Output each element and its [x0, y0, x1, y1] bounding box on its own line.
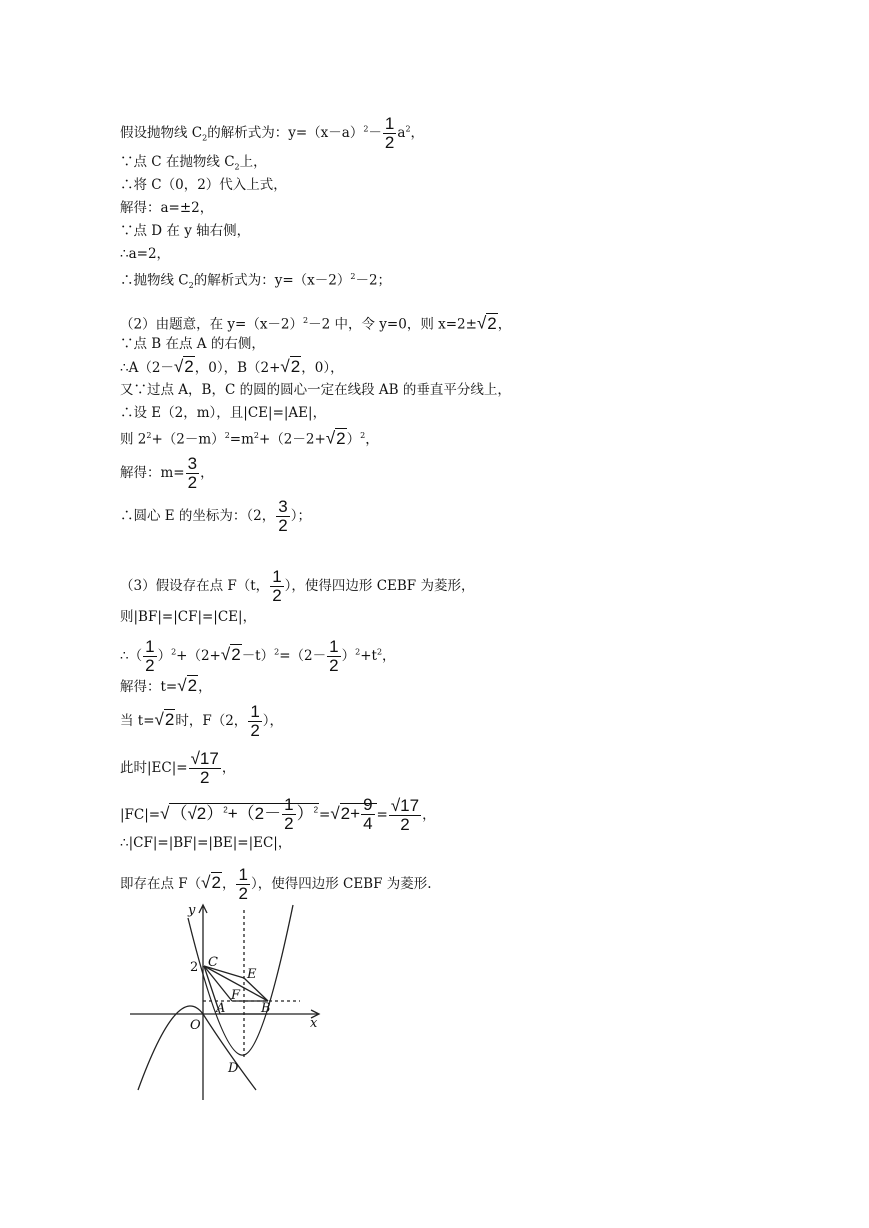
text: ， [198, 679, 212, 695]
text: ∴A（2－ [120, 360, 174, 376]
sqrt: √2 [173, 357, 194, 376]
radicand: 2 [487, 313, 497, 333]
text: +t [360, 648, 377, 664]
text: 解得：t= [120, 679, 178, 695]
denominator: 2 [278, 516, 288, 535]
denominator: 2 [238, 884, 248, 903]
superscript: 2 [224, 431, 230, 440]
line-6 [120, 244, 170, 264]
superscript: 2 [313, 805, 319, 815]
text: 的解析式为：y=（x－2） [193, 272, 351, 289]
superscript: 2 [405, 124, 411, 134]
numerator: 1 [238, 865, 248, 884]
line-16 [120, 568, 474, 605]
radicand: 2 [231, 645, 241, 664]
radicand: 2 [211, 873, 221, 892]
label-x: x [310, 1016, 318, 1031]
fraction [186, 455, 199, 492]
numerator: 3 [187, 454, 198, 473]
text: ， [382, 648, 396, 664]
label-f: F [231, 988, 241, 1003]
text: |FC|= [120, 806, 161, 823]
text: = [319, 806, 331, 823]
text: +（2+ [176, 648, 221, 664]
line-8 [120, 311, 511, 335]
text: － [368, 125, 382, 141]
superscript: 2 [146, 431, 152, 440]
superscript: 2 [274, 647, 280, 657]
denominator: 2 [329, 656, 339, 675]
label-y: y [188, 903, 196, 918]
sqrt: √2 [201, 873, 221, 892]
line-1 [120, 115, 424, 152]
line-24 [120, 866, 432, 903]
text: 即存在点 F（ [120, 876, 202, 892]
text: = [376, 806, 388, 823]
text: ），使得四边形 CEBF 为菱形， [284, 578, 475, 594]
radicand [340, 795, 377, 833]
denominator: 2 [400, 814, 410, 834]
text: ， [200, 465, 214, 481]
denominator: 2 [284, 814, 294, 833]
text: ， [365, 431, 379, 448]
line-10 [120, 357, 344, 378]
superscript: 2 [171, 647, 177, 657]
text: 解得：m= [120, 465, 185, 481]
denominator: 2 [384, 133, 395, 152]
fraction [270, 568, 283, 605]
numerator: 1 [250, 702, 260, 721]
parabola-graph [128, 900, 328, 1105]
text: ， [410, 125, 425, 141]
text: ∵点 B 在点 A 的右侧， [120, 336, 265, 352]
denominator: 2 [187, 473, 198, 492]
denominator: 2 [199, 768, 210, 787]
superscript: 2 [376, 647, 383, 657]
subscript: 2 [234, 162, 240, 172]
label-a: A [216, 1001, 226, 1016]
denominator: 2 [145, 656, 155, 675]
text: =m [229, 431, 254, 448]
radicand: 2 [187, 676, 198, 695]
text: ）； [290, 508, 311, 524]
fraction [189, 750, 221, 787]
text: ∴抛物线 C [120, 272, 189, 289]
denominator: 2 [272, 586, 282, 605]
line-15 [120, 498, 311, 535]
text: ∵点 C 在抛物线 C [120, 154, 235, 170]
label-c: C [208, 955, 218, 970]
text: ） [157, 648, 172, 664]
radicand [169, 795, 319, 833]
text: －t） [241, 648, 275, 664]
numerator: 1 [384, 114, 395, 133]
line-19 [120, 676, 212, 697]
radicand: 2 [184, 357, 194, 376]
text: 假设抛物线 C [120, 125, 203, 141]
text: ） [296, 803, 314, 823]
line-22 [120, 796, 436, 834]
sqrt: √2+ $\frac{9}{4}$ [330, 803, 376, 823]
radicand: 2 [164, 710, 175, 729]
label-e: E [247, 967, 257, 982]
text: ∴圆心 E 的坐标为：（2， [120, 508, 276, 524]
text: 2+ [340, 803, 361, 823]
text: 此时|EC|= [120, 760, 188, 776]
text: ， [221, 876, 236, 892]
sqrt: √2 [154, 710, 175, 729]
text: （2）由题意，在 y=（x－2） [120, 316, 304, 333]
line-7 [120, 267, 391, 296]
numerator: 3 [278, 497, 288, 516]
superscript: 2 [303, 316, 309, 325]
superscript: 2 [363, 124, 369, 134]
fraction [236, 866, 249, 903]
numerator: √17 [190, 749, 219, 768]
text: ， [497, 316, 512, 333]
denominator: 4 [363, 814, 373, 833]
numerator: 1 [329, 637, 339, 656]
line-20 [120, 703, 283, 740]
text: ，0），B（2+ [194, 360, 281, 376]
sqrt: $√(√2)^2+(2-$ $\frac{1}{2}$ ）$^2$ [160, 795, 319, 833]
text: ，0）， [301, 360, 344, 376]
label-o: O [190, 1018, 201, 1033]
subscript: 2 [188, 281, 194, 291]
text: a [397, 125, 406, 141]
fraction [276, 498, 289, 535]
line-4 [120, 198, 213, 218]
line-9 [120, 334, 265, 354]
numerator: 1 [284, 795, 294, 814]
fraction [361, 796, 374, 833]
numerator: 9 [363, 795, 373, 814]
text: ∴|CF|=|BF|=|BE|=|EC|， [120, 835, 292, 851]
label-2: 2 [190, 960, 199, 975]
line-11 [120, 380, 511, 400]
text: （3）假设存在点 F（t， [120, 578, 270, 594]
line-18 [120, 638, 396, 675]
subscript: 2 [202, 133, 208, 143]
superscript: 2 [360, 431, 366, 440]
line-2 [120, 152, 267, 178]
label-d: D [228, 1061, 239, 1076]
superscript: 2 [355, 647, 361, 657]
text: 解得：a=±2， [120, 200, 214, 216]
text: 上， [239, 154, 267, 170]
text: ∴将 C（0，2）代入上式， [120, 177, 287, 193]
text: 又∵过点 A，B，C 的圆的圆心一定在线段 AB 的垂直平分线上， [120, 382, 511, 398]
text: 时，F（2， [175, 713, 248, 729]
fraction [248, 703, 261, 740]
fraction [282, 796, 295, 833]
fraction [389, 797, 421, 834]
text: ） [346, 431, 361, 448]
text: （√2） [170, 803, 224, 823]
sqrt: √2 [280, 357, 301, 376]
fraction [143, 638, 156, 675]
text: ， [422, 806, 436, 823]
text: +（2－ [227, 803, 282, 823]
text: 则|BF|=|CF|=|CE|， [120, 609, 257, 625]
superscript: 2 [253, 431, 259, 440]
parabola-c2 [188, 905, 293, 1055]
text: =（2－ [279, 648, 327, 664]
sqrt: √2 [325, 428, 346, 448]
text: ∴设 E（2，m），且|CE|=|AE|， [120, 405, 327, 421]
sqrt: √2 [177, 676, 198, 695]
fraction [327, 638, 340, 675]
superscript: 2 [350, 272, 356, 281]
line-14 [120, 455, 214, 492]
text: ）， [262, 713, 284, 729]
text: ∴a=2， [120, 246, 171, 262]
text: 当 t= [120, 713, 155, 729]
line-13 [120, 426, 379, 450]
text: +（2－2+ [259, 431, 326, 448]
line-23 [120, 833, 291, 853]
sqrt: √2 [220, 645, 241, 664]
text: 则 2 [120, 431, 147, 448]
text: ） [341, 648, 356, 664]
text: 的解析式为：y=（x－a） [207, 125, 364, 141]
line-17 [120, 607, 256, 627]
radicand: 2 [336, 428, 346, 448]
fraction [383, 115, 396, 152]
numerator: 1 [145, 637, 155, 656]
numerator: 1 [272, 567, 282, 586]
text: ∴（ [120, 648, 143, 664]
text: ∵点 D 在 y 轴右侧， [120, 223, 251, 239]
text: +（2－m） [151, 431, 225, 448]
line-5 [120, 221, 250, 241]
text: －2 中，令 y=0，则 x=2± [308, 316, 477, 333]
segment-cf [204, 966, 232, 1001]
radicand: 2 [290, 357, 301, 376]
line-12 [120, 403, 326, 423]
numerator: √17 [390, 795, 420, 815]
line-3 [120, 175, 287, 195]
denominator: 2 [250, 721, 260, 740]
text: －2； [355, 272, 392, 289]
superscript: 2 [223, 805, 228, 815]
sqrt: √2 [476, 313, 497, 333]
text: ， [221, 760, 236, 776]
line-21 [120, 750, 235, 787]
label-b: B [261, 1001, 271, 1016]
text: ），使得四边形 CEBF 为菱形. [250, 876, 432, 892]
